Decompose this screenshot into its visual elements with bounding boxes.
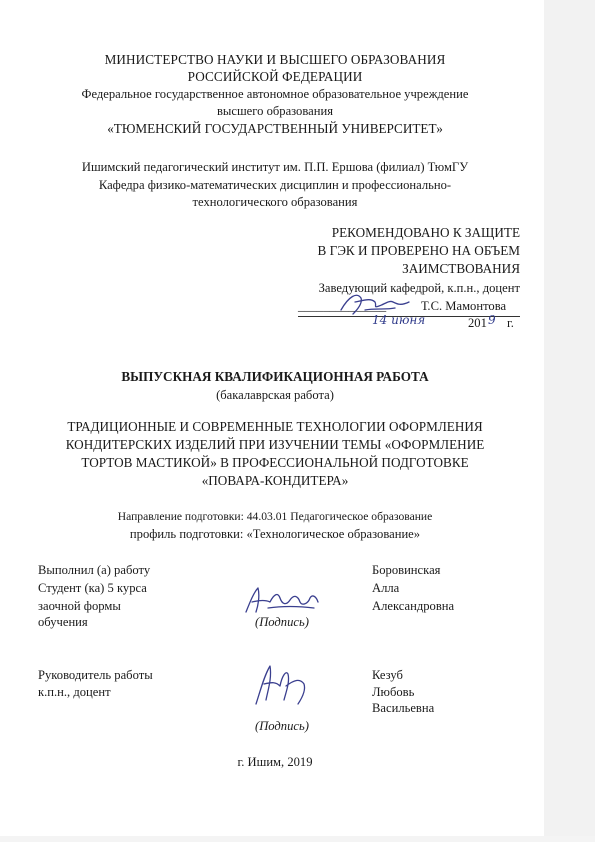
work-title-line-3: ТОРТОВ МАСТИКОЙ» В ПРОФЕССИОНАЛЬНОЙ ПОДГОТОВКЕ	[81, 455, 469, 470]
approval-head-name: Т.С. Мамонтова	[421, 299, 507, 313]
student-label-1: Выполнил (а) работу	[38, 563, 151, 577]
department-line-1: Кафедра физико-математических дисциплин и профессионально-	[98, 178, 452, 192]
student-surname: Боровинская	[372, 563, 441, 577]
ministry-line-1: МИНИСТЕРСТВО НАУКИ И ВЫСШЕГО ОБРАЗОВАНИЯ	[104, 52, 446, 67]
approval-line-3: ЗАИМСТВОВАНИЯ	[402, 261, 520, 276]
supervisor-signature	[246, 660, 316, 710]
approval-year-suffix: г.	[507, 316, 514, 330]
work-title-line-4: «ПОВАРА-КОНДИТЕРА»	[201, 473, 349, 488]
supervisor-label-2: к.п.н., доцент	[38, 685, 111, 699]
institution-line-2: высшего образования	[216, 104, 333, 118]
approval-line-2: В ГЭК И ПРОВЕРЕНО НА ОБЪЕМ	[317, 243, 520, 258]
direction-of-study: Направление подготовки: 44.03.01 Педагогическое образование	[117, 510, 433, 523]
work-type: ВЫПУСКНАЯ КВАЛИФИКАЦИОННАЯ РАБОТА	[121, 369, 429, 384]
institution-line-1: Федеральное государственное автономное образовательное учреждение	[81, 87, 469, 101]
approval-head-title: Заведующий кафедрой, к.п.н., доцент	[318, 281, 520, 295]
scan-margin	[544, 0, 595, 842]
work-subtype: (бакалаврская работа)	[216, 388, 334, 402]
university-name: «ТЮМЕНСКИЙ ГОСУДАРСТВЕННЫЙ УНИВЕРСИТЕТ»	[107, 121, 443, 136]
city-year: г. Ишим, 2019	[237, 755, 313, 769]
student-signature	[238, 584, 324, 618]
approval-year-prefix: 201	[468, 316, 487, 330]
student-label-4: обучения	[38, 615, 88, 629]
supervisor-first-name: Любовь	[372, 685, 415, 699]
approval-signature-line: ______________	[298, 299, 387, 313]
supervisor-label-1: Руководитель работы	[38, 668, 153, 682]
supervisor-surname: Кезуб	[372, 668, 403, 682]
scan-margin-bottom	[0, 836, 595, 842]
supervisor-signature-caption: (Подпись)	[255, 719, 309, 733]
work-title-line-2: КОНДИТЕРСКИХ ИЗДЕЛИЙ ПРИ ИЗУЧЕНИИ ТЕМЫ «ОФОРМЛЕНИЕ	[65, 437, 485, 452]
department-line-2: технологического образования	[192, 195, 358, 209]
work-title-line-1: ТРАДИЦИОННЫЕ И СОВРЕМЕННЫЕ ТЕХНОЛОГИИ ОФОРМЛЕНИЯ	[67, 419, 483, 434]
supervisor-patronymic: Васильевна	[372, 701, 435, 715]
study-profile: профиль подготовки: «Технологическое образование»	[129, 527, 421, 541]
branch-name: Ишимский педагогический институт им. П.П. Ершова (филиал) ТюмГУ	[81, 160, 469, 174]
student-label-2: Студент (ка) 5 курса	[38, 581, 147, 595]
student-label-3: заочной формы	[38, 599, 121, 613]
student-patronymic: Александровна	[372, 599, 455, 613]
ministry-line-2: РОССИЙСКОЙ ФЕДЕРАЦИИ	[187, 69, 363, 84]
student-signature-caption: (Подпись)	[255, 615, 309, 629]
approval-line-1: РЕКОМЕНДОВАНО К ЗАЩИТЕ	[331, 225, 520, 240]
approval-date-handwritten: 14 июня	[372, 313, 426, 327]
student-first-name: Алла	[372, 581, 400, 595]
approval-year-handwritten: 9	[488, 313, 496, 327]
